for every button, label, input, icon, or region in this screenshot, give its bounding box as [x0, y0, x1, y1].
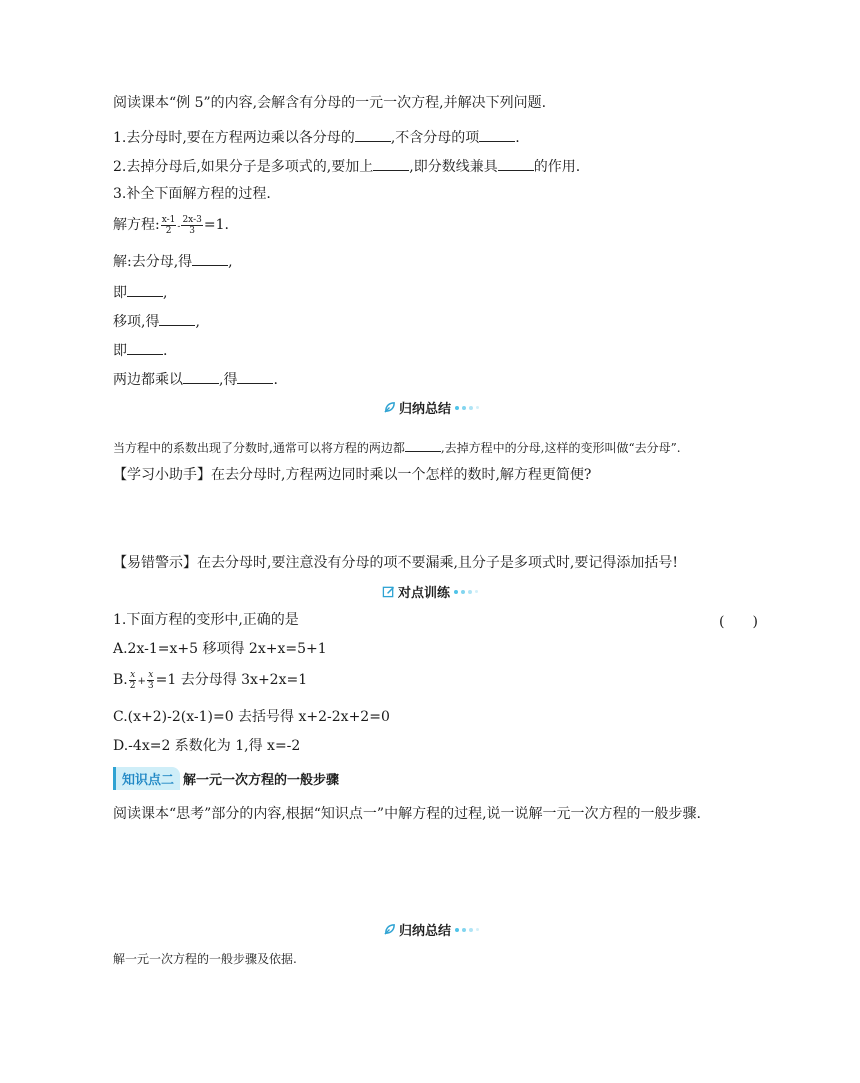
numerator: x: [148, 669, 154, 680]
practice-question: 1.下面方程的变形中,正确的是: [113, 612, 299, 628]
step-3: [113, 311, 200, 331]
step-label: 移项,得: [113, 314, 160, 330]
practice-title: 对点训练: [398, 586, 451, 601]
denominator: 3: [189, 225, 196, 236]
q2-text-b: ,即分数线兼具: [409, 159, 498, 175]
option-b-text: =1 去分母得 3x+2x=1: [155, 672, 308, 688]
step-2: [113, 282, 167, 302]
edit-icon: [382, 585, 395, 598]
answer-blank[interactable]: [498, 156, 534, 171]
summary-title: 归纳总结: [399, 924, 452, 939]
q1-text-a: 1.去分母时,要在方程两边乘以各分母的: [113, 130, 355, 146]
step-4: [113, 340, 167, 360]
leaf-icon: [383, 923, 396, 936]
option-c: C.(x+2)-2(x-1)=0 去括号得 x+2-2x+2=0: [113, 709, 390, 725]
leaf-icon: [383, 401, 396, 414]
answer-blank[interactable]: [405, 437, 441, 452]
summary-text-a: 当方程中的系数出现了分数时,通常可以将方程的两边都: [113, 441, 405, 455]
summary-text-2: 解一元一次方程的一般步骤及依据.: [113, 952, 297, 966]
summary-title: 归纳总结: [399, 402, 452, 417]
q1-text-b: ,不含分母的项: [390, 130, 480, 146]
fraction: [147, 670, 155, 691]
question-2: [113, 156, 580, 176]
decor-dots: [455, 928, 479, 932]
summary-text-1: [113, 437, 681, 457]
intro-text: 阅读课本“例 5”的内容,会解含有分母的一元一次方程,并解决下列问题.: [113, 95, 547, 111]
option-a: A.2x-1=x+5 移项得 2x+x=5+1: [113, 641, 327, 657]
question-3: 3.补全下面解方程的过程.: [113, 186, 271, 202]
answer-blank[interactable]: [373, 156, 409, 171]
fraction: [129, 670, 137, 691]
operator: -: [177, 222, 181, 232]
kp-badge: 知识点二: [113, 767, 180, 790]
kp2-text: 阅读课本“思考”部分的内容,根据“知识点一”中解方程的过程,说一说解一元一次方程的一般步骤.: [113, 806, 701, 822]
option-b: [113, 668, 307, 694]
answer-blank[interactable]: [127, 282, 163, 297]
answer-blank[interactable]: [355, 127, 391, 142]
step-punct: .: [163, 343, 168, 359]
equation-rhs: =1.: [203, 217, 229, 233]
step-5: [113, 369, 278, 389]
answer-blank[interactable]: [192, 251, 228, 266]
step-punct: ,: [195, 314, 200, 330]
answer-blank[interactable]: [183, 369, 219, 384]
option-label: B.: [113, 672, 128, 688]
denominator: 2: [165, 225, 172, 236]
step-punct: ,: [228, 254, 233, 270]
numerator: x: [130, 669, 136, 680]
answer-blank[interactable]: [159, 311, 195, 326]
numerator: 2x-3: [182, 214, 202, 225]
question-1: [113, 127, 520, 147]
denominator: 3: [147, 680, 154, 691]
q1-text-c: .: [515, 130, 520, 146]
summary-heading-2: [383, 920, 479, 939]
helper-tip: 【学习小助手】在去分母时,方程两边同时乘以一个怎样的数时,解方程更简便?: [113, 467, 592, 483]
summary-heading-1: [383, 398, 479, 417]
step-label: 即: [113, 343, 127, 359]
decor-dots: [454, 590, 478, 594]
operator: +: [137, 676, 146, 687]
step-text: ,得: [219, 372, 238, 388]
step-1: [113, 251, 233, 271]
step-label: 即: [113, 285, 127, 301]
kp-title: 解一元一次方程的一般步骤: [183, 772, 340, 788]
answer-blank[interactable]: [237, 369, 273, 384]
answer-parentheses[interactable]: ( ): [719, 614, 758, 630]
warning-tip: 【易错警示】在去分母时,要注意没有分母的项不要漏乘,且分子是多项式时,要记得添加括号!: [113, 555, 678, 571]
fraction: [181, 215, 202, 236]
denominator: 2: [129, 680, 136, 691]
step-punct: .: [273, 372, 278, 388]
numerator: x-1: [161, 214, 176, 225]
summary-text-b: ,去掉方程中的分母,这样的变形叫做“去分母”.: [440, 441, 681, 455]
step-punct: ,: [163, 285, 168, 301]
knowledge-point-2: [113, 767, 339, 789]
decor-dots: [455, 406, 479, 410]
step-label: 解:去分母,得: [113, 254, 193, 270]
answer-blank[interactable]: [479, 127, 515, 142]
option-d: D.-4x=2 系数化为 1,得 x=-2: [113, 738, 301, 754]
q2-text-a: 2.去掉分母后,如果分子是多项式的,要加上: [113, 159, 374, 175]
step-label: 两边都乘以: [113, 372, 183, 388]
equation: [113, 213, 229, 239]
fraction: [161, 215, 177, 236]
answer-blank[interactable]: [127, 340, 163, 355]
practice-heading: [382, 582, 478, 601]
equation-prefix: 解方程:: [113, 217, 160, 233]
q2-text-c: 的作用.: [533, 159, 581, 175]
